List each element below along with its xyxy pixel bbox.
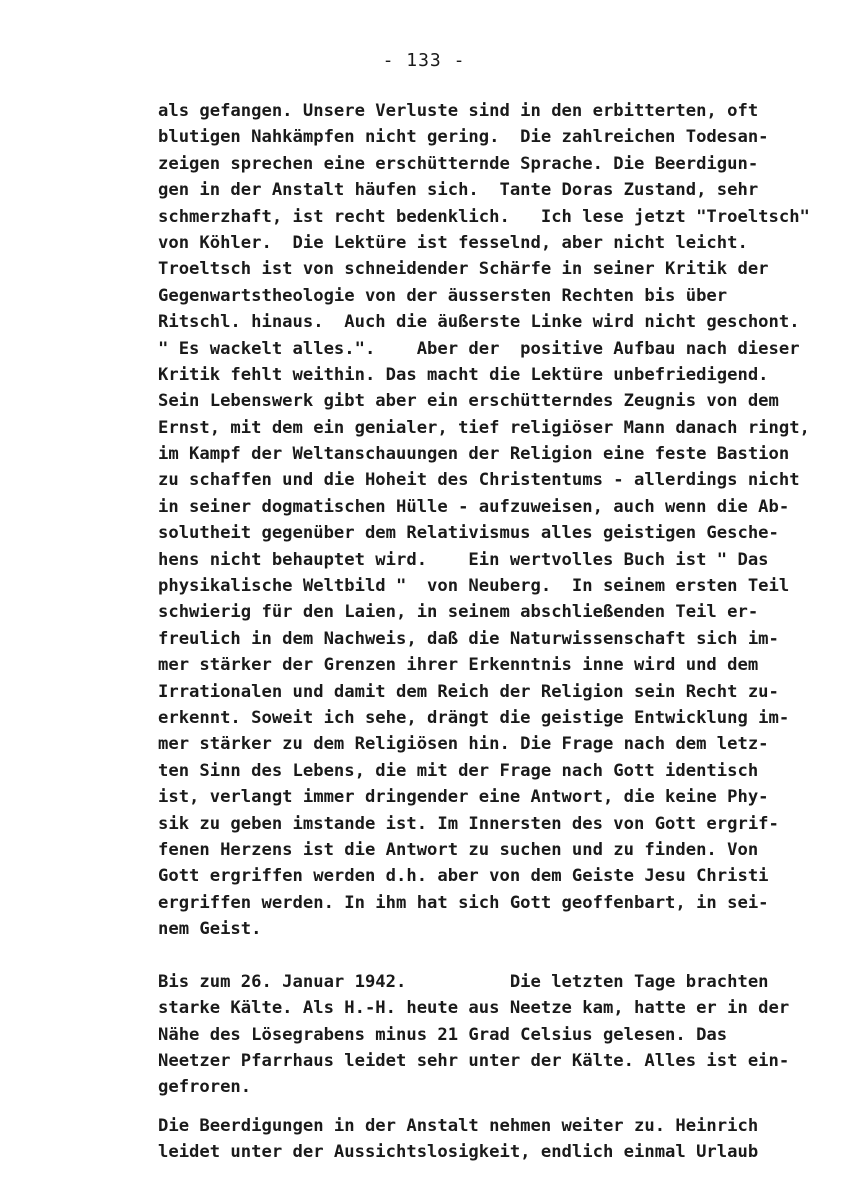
text-line: gefroren. (158, 1077, 252, 1098)
text-line: nem Geist. (158, 919, 262, 940)
text-line: starke Kälte. Als H.-H. heute aus Neetze kam, hatte er in der (158, 998, 790, 1019)
text-line: von Köhler. Die Lektüre ist fesselnd, aber nicht leicht. (158, 232, 748, 253)
text-line: Troeltsch ist von schneidender Schärfe in seiner Kritik der (158, 259, 769, 280)
body-text (158, 98, 830, 1166)
paragraph-1 (158, 98, 830, 943)
text-line: blutigen Nahkämpfen nicht gering. Die zahlreichen Todesan- (158, 127, 769, 148)
text-line: zeigen sprechen eine erschütternde Sprache. Die Beerdigun- (158, 153, 759, 174)
text-line: sik zu geben imstande ist. Im Innersten des von Gott ergrif- (158, 813, 779, 834)
text-line: Ritschl. hinaus. Auch die äußerste Linke wird nicht geschont. (158, 312, 800, 333)
text-line: Gegenwartstheologie von der äussersten Rechten bis über (158, 285, 728, 306)
text-line: Irrationalen und damit dem Reich der Religion sein Recht zu- (158, 681, 779, 702)
paragraph-gap (158, 943, 830, 969)
text-line: mer stärker der Grenzen ihrer Erkenntnis inne wird und dem (158, 655, 759, 676)
text-line: " Es wackelt alles.". Aber der positive Aufbau nach dieser (158, 338, 800, 359)
text-line: fenen Herzens ist die Antwort zu suchen und zu finden. Von (158, 839, 759, 860)
text-line: schwierig für den Laien, in seinem abschließenden Teil er- (158, 602, 759, 623)
text-line: mer stärker zu dem Religiösen hin. Die Frage nach dem letz- (158, 734, 769, 755)
text-line: zu schaffen und die Hoheit des Christentums - allerdings nicht (158, 470, 800, 491)
text-line: in seiner dogmatischen Hülle - aufzuweisen, auch wenn die Ab- (158, 496, 790, 517)
text-line: Ernst, mit dem ein genialer, tief religiöser Mann danach ringt, (158, 417, 810, 438)
text-line: Sein Lebenswerk gibt aber ein erschütterndes Zeugnis von dem (158, 391, 779, 412)
page-number: - 133 - (382, 50, 466, 71)
paragraph-3 (158, 1113, 830, 1166)
text-line: gen in der Anstalt häufen sich. Tante Doras Zustand, sehr (158, 180, 759, 201)
paragraph-gap (158, 1101, 830, 1113)
text-line: Kritik fehlt weithin. Das macht die Lektüre unbefriedigend. (158, 364, 769, 385)
text-line: als gefangen. Unsere Verluste sind in den erbitterten, oft (158, 101, 759, 121)
text-line: Neetzer Pfarrhaus leidet sehr unter der Kälte. Alles ist ein- (158, 1051, 790, 1072)
text-line: ergriffen werden. In ihm hat sich Gott geoffenbart, in sei- (158, 892, 769, 913)
text-line: leidet unter der Aussichtslosigkeit, endlich einmal Urlaub (158, 1142, 759, 1163)
text-line: schmerzhaft, ist recht bedenklich. Ich lese jetzt "Troeltsch" (158, 206, 810, 227)
text-line: Nähe des Lösegrabens minus 21 Grad Celsius gelesen. Das (158, 1024, 728, 1045)
text-line: physikalische Weltbild " von Neuberg. In seinem ersten Teil (158, 576, 790, 597)
text-line: ist, verlangt immer dringender eine Antwort, die keine Phy- (158, 787, 769, 808)
text-line: freulich in dem Nachweis, daß die Naturwissenschaft sich im- (158, 628, 779, 649)
text-line: Bis zum 26. Januar 1942. Die letzten Tage brachten (158, 971, 769, 992)
text-line: Die Beerdigungen in der Anstalt nehmen weiter zu. Heinrich (158, 1115, 759, 1136)
text-line: solutheit gegenüber dem Relativismus alles geistigen Gesche- (158, 523, 779, 544)
paragraph-2 (158, 969, 830, 1101)
text-line: erkennt. Soweit ich sehe, drängt die geistige Entwicklung im- (158, 707, 790, 728)
text-line: hens nicht behauptet wird. Ein wertvolles Buch ist " Das (158, 549, 769, 570)
text-line: Gott ergriffen werden d.h. aber von dem Geiste Jesu Christi (158, 866, 769, 887)
text-line: im Kampf der Weltanschauungen der Religion eine feste Bastion (158, 444, 790, 465)
text-line: ten Sinn des Lebens, die mit der Frage nach Gott identisch (158, 760, 759, 781)
